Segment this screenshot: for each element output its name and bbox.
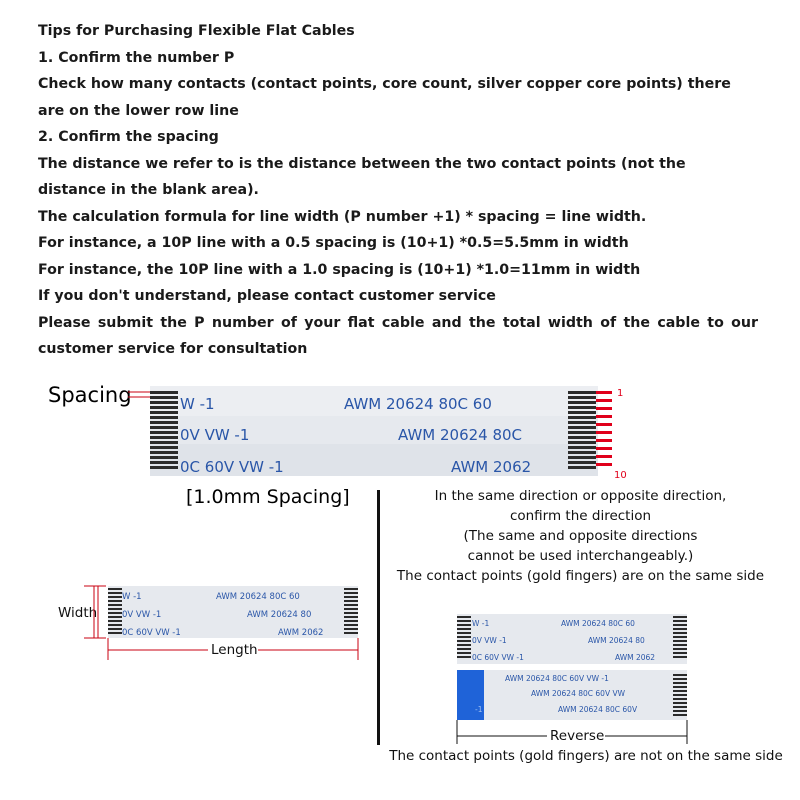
rev-top-row1-prefix: W -1 <box>472 619 490 628</box>
cable-row2-prefix: 0V VW -1 <box>180 426 250 444</box>
direction-note-line4: cannot be used interchangeably.) <box>467 548 694 564</box>
wl-row3-awm: AWM 2062 <box>278 628 324 638</box>
main-cable-diagram <box>128 382 633 482</box>
direction-note-line5: The contact points (gold fingers) are on the same side <box>396 568 765 584</box>
step2-heading: 2. Confirm the spacing <box>38 129 219 145</box>
rev-top-row2-awm: AWM 20624 80 <box>588 636 645 645</box>
cable-row1-prefix: W -1 <box>180 395 215 413</box>
rev-top-row3-awm: AWM 2062 <box>615 653 656 662</box>
width-label: Width <box>58 605 98 621</box>
wl-row1-prefix: W -1 <box>122 592 142 602</box>
cable-row1-awm: AWM 20624 80C 60 <box>344 395 492 413</box>
rev-bot-row2: AWM 20624 80C 60V VW <box>531 689 626 698</box>
rev-bot-row3: AWM 20624 80C 60V <box>558 705 638 714</box>
tips-title: Tips for Purchasing Flexible Flat Cables <box>38 23 355 39</box>
wl-row2-awm: AWM 20624 80 <box>247 610 312 620</box>
step1-body: Check how many contacts (contact points, core count, silver copper core points) there are on the lower row line <box>38 76 731 119</box>
submit-note: Please submit the P number of your flat cable and the total width of the cable to our customer service for consultation <box>38 314 758 357</box>
rev-top-row3-prefix: 0C 60V VW -1 <box>472 653 524 662</box>
wl-row1-awm: AWM 20624 80C 60 <box>216 592 300 602</box>
contact-note: If you don't understand, please contact customer service <box>38 288 496 304</box>
cable-row3-prefix: 0C 60V VW -1 <box>180 458 284 476</box>
wl-row2-prefix: 0V VW -1 <box>122 610 162 620</box>
step1-heading: 1. Confirm the number P <box>38 49 235 66</box>
pin-last-label: 10 <box>614 470 627 481</box>
divider <box>377 490 380 745</box>
wl-row3-prefix: 0C 60V VW -1 <box>122 628 181 638</box>
direction-note-line2: confirm the direction <box>509 508 652 524</box>
rev-bot-row1: AWM 20624 80C 60V VW -1 <box>505 674 609 683</box>
cable-row2-awm: AWM 20624 80C <box>398 426 523 444</box>
purchase-tips <box>38 18 758 363</box>
spacing-caption: [1.0mm Spacing] <box>186 486 350 508</box>
rev-top-row1-awm: AWM 20624 80C 60 <box>561 619 635 628</box>
cable-row3-awm: AWM 2062 <box>451 458 532 476</box>
reverse-caption: The contact points (gold fingers) are not on the same side <box>389 748 783 764</box>
example-1: For instance, a 10P line with a 0.5 spacing is (10+1) *0.5=5.5mm in width <box>38 235 629 251</box>
example-2: For instance, the 10P line with a 1.0 spacing is (10+1) *1.0=11mm in width <box>38 261 641 278</box>
reverse-label: Reverse <box>550 728 605 744</box>
width-dimension <box>84 586 106 638</box>
pin-first-label: 1 <box>617 388 624 399</box>
pin-markers <box>596 391 612 466</box>
length-label: Length <box>211 642 258 658</box>
direction-note-line1: In the same direction or opposite direction, <box>434 488 727 504</box>
direction-note <box>388 486 773 586</box>
formula-line: The calculation formula for line width (P number +1) * spacing = line width. <box>38 208 647 225</box>
rev-blue-text: -1 <box>475 705 483 714</box>
rev-top-row2-prefix: 0V VW -1 <box>472 636 507 645</box>
reverse-diagram <box>455 612 690 747</box>
step2-body: The distance we refer to is the distance between the two contact points (not the distance in the blank area). <box>38 155 686 198</box>
direction-note-line3: (The same and opposite directions <box>463 528 698 544</box>
spacing-label: Spacing <box>48 383 132 407</box>
spacing-marker <box>128 392 150 397</box>
